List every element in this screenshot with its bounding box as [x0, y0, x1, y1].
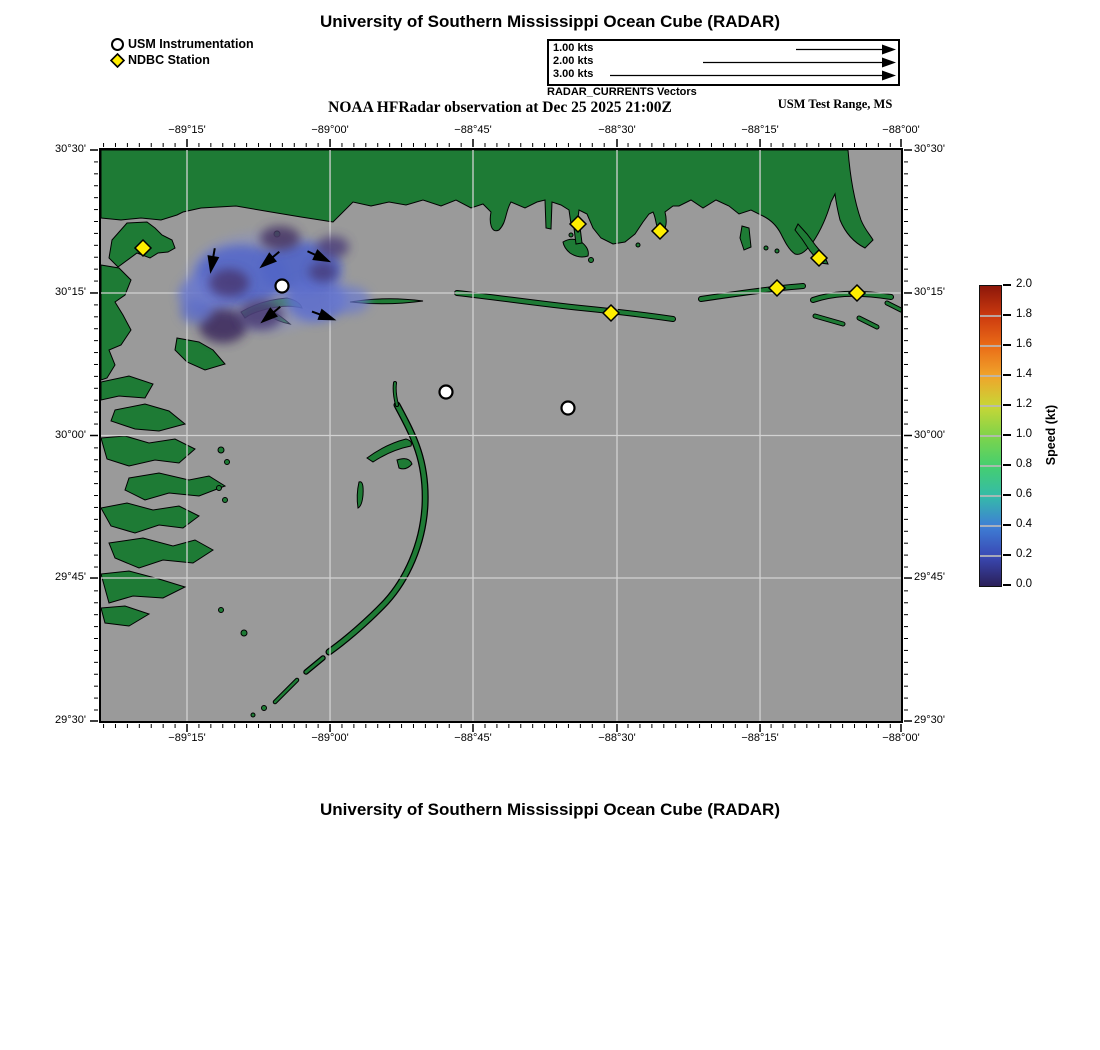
- colorbar-separator: [980, 525, 1001, 527]
- land-islet: [636, 243, 640, 247]
- lon-tick-label-top: −88°45': [454, 124, 492, 136]
- colorbar-tick: [1003, 464, 1011, 466]
- lat-tick-label-left: 30°15': [55, 285, 86, 298]
- lon-tick-label-top: −88°30': [598, 124, 636, 136]
- colorbar-tick-label: 0.6: [1016, 488, 1032, 500]
- map-legend: [110, 36, 254, 68]
- colorbar-tick: [1003, 344, 1011, 346]
- test-range-label: USM Test Range, MS: [777, 97, 893, 111]
- land-islet: [217, 486, 222, 491]
- usm-instrument-circle: [440, 386, 453, 399]
- land-islet: [589, 258, 594, 263]
- colorbar-tick: [1003, 404, 1011, 406]
- colorbar-separator: [980, 435, 1001, 437]
- colorbar-tick-label: 0.0: [1016, 578, 1032, 590]
- vector-scale-row-label: 3.00 kts: [553, 68, 594, 80]
- map-svg: [101, 150, 901, 721]
- colorbar-separator: [980, 555, 1001, 557]
- lat-tick-label-left: 29°45': [55, 571, 86, 584]
- lat-tick-label-right: 30°15': [914, 285, 945, 298]
- colorbar-tick: [1003, 314, 1011, 316]
- colorbar-tick-label: 1.0: [1016, 428, 1032, 440]
- land-islet: [764, 246, 768, 250]
- land-islet: [775, 249, 779, 253]
- vector-scale-arrowhead: [882, 45, 896, 55]
- lat-tick-label-right: 29°45': [914, 571, 945, 584]
- vector-scale-arrowhead: [882, 71, 896, 81]
- colorbar-tick: [1003, 434, 1011, 436]
- land-islet: [251, 713, 255, 717]
- vector-scale-row-label: 1.00 kts: [553, 42, 594, 54]
- speed-blob: [330, 286, 370, 314]
- speed-blob: [260, 226, 300, 250]
- speed-blob: [209, 269, 249, 297]
- colorbar-tick: [1003, 494, 1011, 496]
- vector-scale-row-label: 2.00 kts: [553, 55, 594, 67]
- colorbar-title: Speed (kt): [1044, 404, 1058, 466]
- colorbar-separator: [980, 495, 1001, 497]
- lon-tick-label-top: −89°00': [311, 124, 349, 136]
- colorbar-tick-label: 1.4: [1016, 368, 1032, 380]
- land-islet: [569, 233, 573, 237]
- colorbar-separator: [980, 375, 1001, 377]
- diamond-icon: [110, 53, 125, 68]
- lon-tick-label-bottom: −88°45': [454, 732, 492, 744]
- colorbar-tick: [1003, 524, 1011, 526]
- colorbar-tick: [1003, 284, 1011, 286]
- legend-item-ndbc: [110, 52, 254, 68]
- usm-instrument-circle: [276, 280, 289, 293]
- colorbar-tick-label: 1.2: [1016, 398, 1032, 410]
- lat-tick-label-left: 30°30': [55, 143, 86, 155]
- lon-tick-label-bottom: −88°30': [598, 732, 636, 744]
- usm-instrument-circle: [562, 402, 575, 415]
- colorbar-tick-label: 0.2: [1016, 548, 1032, 560]
- land-islet: [223, 498, 228, 503]
- legend-item-usm: [110, 36, 254, 52]
- land-islet: [262, 706, 267, 711]
- lon-tick-label-top: −88°15': [741, 124, 779, 136]
- vector-scale-arrows: [549, 41, 898, 84]
- lat-tick-label-right: 30°00': [914, 428, 945, 441]
- colorbar-tick-label: 0.8: [1016, 458, 1032, 470]
- page-title: University of Southern Mississippi Ocean Cube (RADAR): [319, 12, 780, 31]
- colorbar-tick-label: 2.0: [1016, 278, 1032, 290]
- lon-tick-label-bottom: −89°00': [311, 732, 349, 744]
- vector-scale-caption: RADAR_CURRENTS Vectors: [547, 86, 697, 98]
- map-plot-area: [99, 148, 903, 723]
- colorbar-tick-label: 1.8: [1016, 308, 1032, 320]
- colorbar-separator: [980, 315, 1001, 317]
- observation-subtitle: NOAA HFRadar observation at Dec 25 2025 21:00Z: [328, 99, 672, 116]
- colorbar-tick-label: 0.4: [1016, 518, 1032, 530]
- lat-tick-label-right: 29°30': [914, 714, 945, 726]
- colorbar-tick: [1003, 374, 1011, 376]
- lon-tick-label-top: −88°00': [882, 124, 920, 136]
- land-islet: [218, 447, 224, 453]
- speed-blob: [309, 262, 337, 282]
- colorbar-tick: [1003, 554, 1011, 556]
- land-islet: [219, 608, 224, 613]
- colorbar-separator: [980, 405, 1001, 407]
- legend-label-usm: USM Instrumentation: [128, 37, 254, 51]
- lon-tick-label-bottom: −88°00': [882, 732, 920, 744]
- colorbar-separator: [980, 345, 1001, 347]
- colorbar-separator: [980, 465, 1001, 467]
- legend-label-ndbc: NDBC Station: [128, 53, 210, 67]
- lat-tick-label-left: 30°00': [55, 428, 86, 441]
- land-islet: [225, 460, 230, 465]
- speed-colorbar: [979, 285, 1002, 587]
- lon-tick-label-bottom: −88°15': [741, 732, 779, 744]
- vector-scale-box: [547, 39, 900, 86]
- colorbar-tick-label: 1.6: [1016, 338, 1032, 350]
- colorbar-tick: [1003, 584, 1011, 586]
- lat-tick-label-right: 30°30': [914, 143, 945, 155]
- lon-tick-label-top: −89°15': [168, 124, 206, 136]
- speed-blob: [180, 300, 212, 324]
- footer-title: University of Southern Mississippi Ocean Cube (RADAR): [319, 800, 780, 819]
- lon-tick-label-bottom: −89°15': [168, 732, 206, 744]
- vector-scale-arrowhead: [882, 58, 896, 68]
- lat-tick-label-left: 29°30': [55, 714, 86, 726]
- land-islet: [241, 630, 247, 636]
- circle-icon: [110, 37, 125, 52]
